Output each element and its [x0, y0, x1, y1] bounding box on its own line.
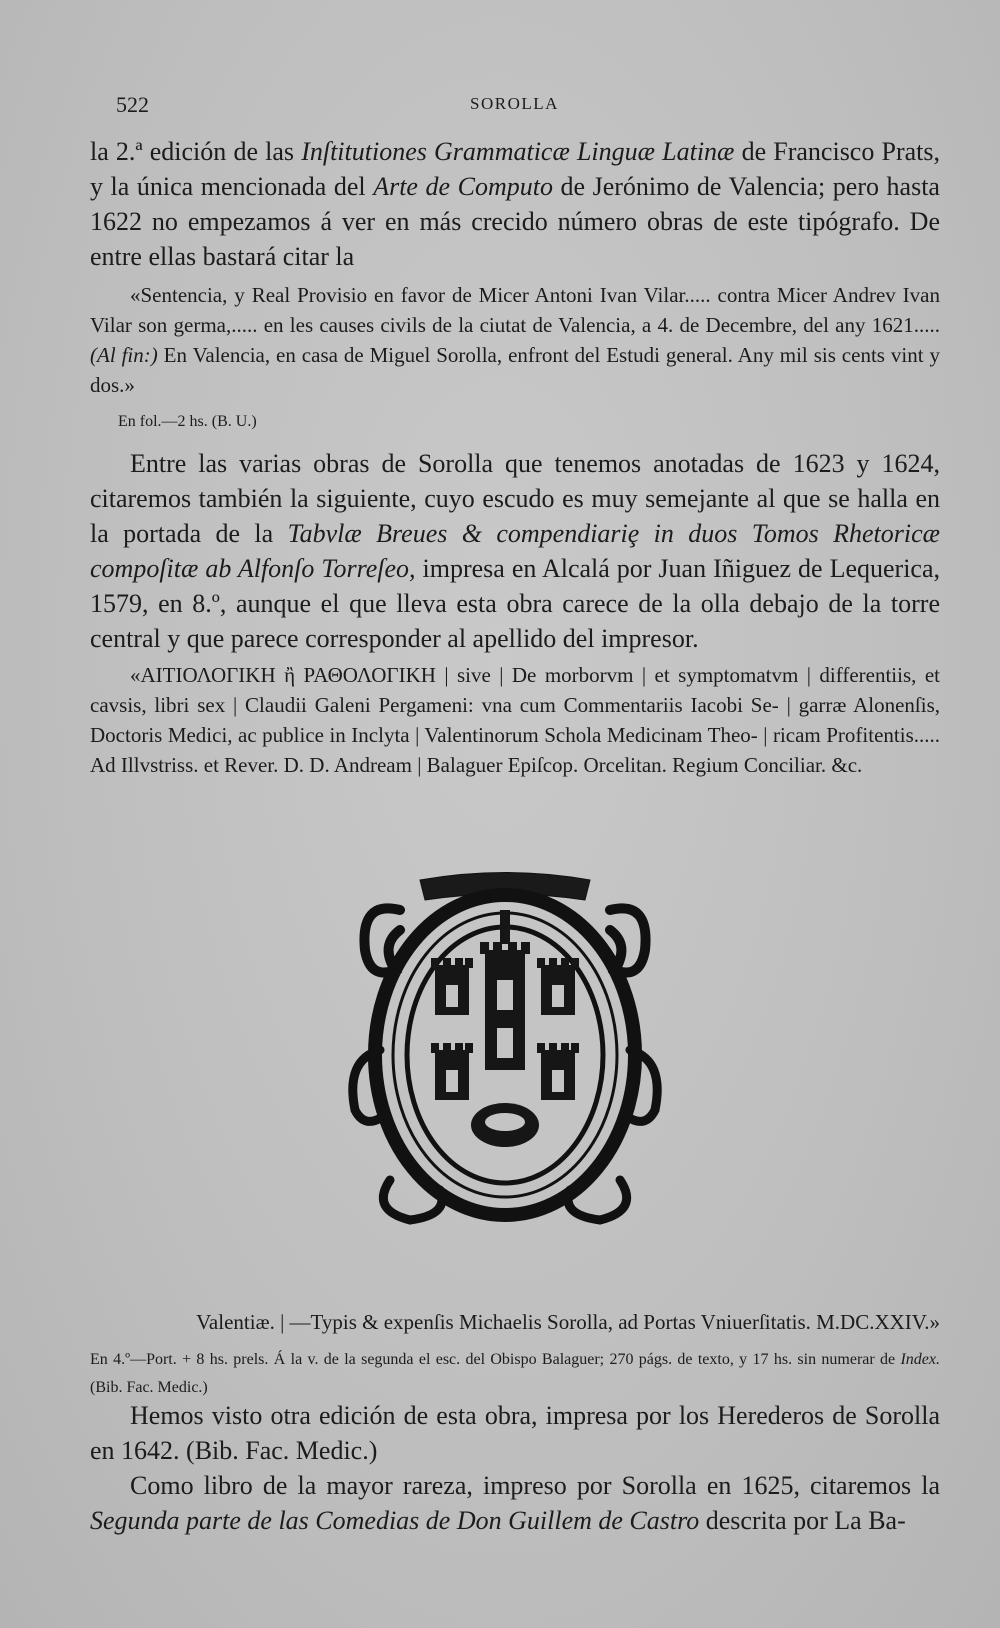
shield-icon	[340, 860, 670, 1240]
italic-text: Index.	[900, 1351, 940, 1368]
closing-section	[90, 1398, 940, 1538]
text-run: En 4.º—Port. + 8 hs. prels. Á la v. de la segunda el esc. del Obispo Balaguer; 270 págs. de texto, y 17 hs. sin numerar de	[90, 1351, 901, 1368]
text-run: de Francisco Prats, y la única mencionada del	[90, 137, 941, 201]
page-header	[90, 92, 950, 122]
imprint-line: Valentiæ. | —Typis & expenſis Michaelis Sorolla, ad Portas Vniuerſitatis. M.DC.XXIV.»	[196, 1310, 940, 1334]
text-run: Como libro de la mayor rareza, impreso por Sorolla en 1625, citaremos la	[130, 1471, 940, 1500]
italic-title: Tabvlæ Breues & compendiariȩ in duos Tomos Rhetoricæ compoſitæ ab Alfonſo Torreſeo,	[90, 519, 941, 583]
text-run: impresa en Alcalá por Juan Iñiguez de Lequerica, 1579, en 8.º, aunque el que lleva esta obra carece de la olla debajo de la torre central y que parece corresponder al apellido del impresor.	[90, 554, 940, 653]
text-run: Entre las varias obras de Sorolla que tenemos anotadas de 1623 y 1624, citaremos también la siguiente, cuyo escudo es muy semejante al que se halla en la portada de la	[90, 449, 940, 548]
page-number: 522	[116, 92, 149, 117]
italic-title: Arte de Computo	[373, 172, 553, 201]
collation-note-1: En fol.—2 hs. (B. U.)	[118, 413, 257, 430]
text-run: «Sentencia, y Real Provisio en favor de Micer Antoni Ivan Vilar..... contra Micer Andrev Ivan Vilar son germa,..... en les causes civils de la ciutat de Valencia, a 4. de Decembre, del any 1621.....	[90, 283, 940, 337]
text-run: de Jerónimo de Valencia; pero hasta 1622 no empezamos á ver en más crecido número obras de este tipógrafo. De entre ellas bastará citar la	[90, 172, 940, 271]
italic-text: (Al fin:)	[90, 343, 158, 367]
paragraph-2	[90, 446, 940, 656]
printer-device-image	[340, 860, 670, 1240]
bibliographic-quote-1	[90, 280, 940, 400]
text-run: En Valencia, en casa de Miguel Sorolla, enfront del Estudi general. Any mil sis cents vint y dos.»	[90, 343, 940, 397]
text-run: la 2.ª edición de las	[90, 137, 302, 166]
running-head: SOROLLA	[470, 94, 559, 113]
text-run: descrita por La Ba-	[699, 1506, 906, 1535]
italic-title: Segunda parte de las Comedias de Don Guillem de Castro	[90, 1506, 700, 1535]
text-run: (Bib. Fac. Medic.)	[90, 1379, 208, 1396]
bibliographic-quote-2: «ΑΙΤΙΟΛΟΓΙΚΗ ἢ ΡΑΘΟΛΟΓΙΚΗ | sive | De morborvm | et symptomatvm | differentiis, et cavsis, libri sex | Claudii Galeni Pergameni: vna cum Commentariis Iacobi Se- | garræ Alonenſis, Doctoris Medici, ac publice in Inclyta | Valentinorum Schola Medicinam Theo- | ricam Profitentis..... Ad Illvstriss. et Rever. D. D. Andream | Balaguer Epiſcop. Orcelitan. Regium Conciliar. &c.	[90, 663, 940, 777]
italic-title: Inſtitutiones Grammaticæ Linguæ Latinæ	[301, 137, 735, 166]
paragraph-3: Hemos visto otra edición de esta obra, impresa por los Herederos de Sorolla en 1642. (Bib. Fac. Medic.)	[90, 1401, 940, 1465]
paragraph-1	[90, 134, 940, 274]
collation-note-2	[90, 1346, 940, 1402]
paragraph-4	[90, 1468, 940, 1538]
